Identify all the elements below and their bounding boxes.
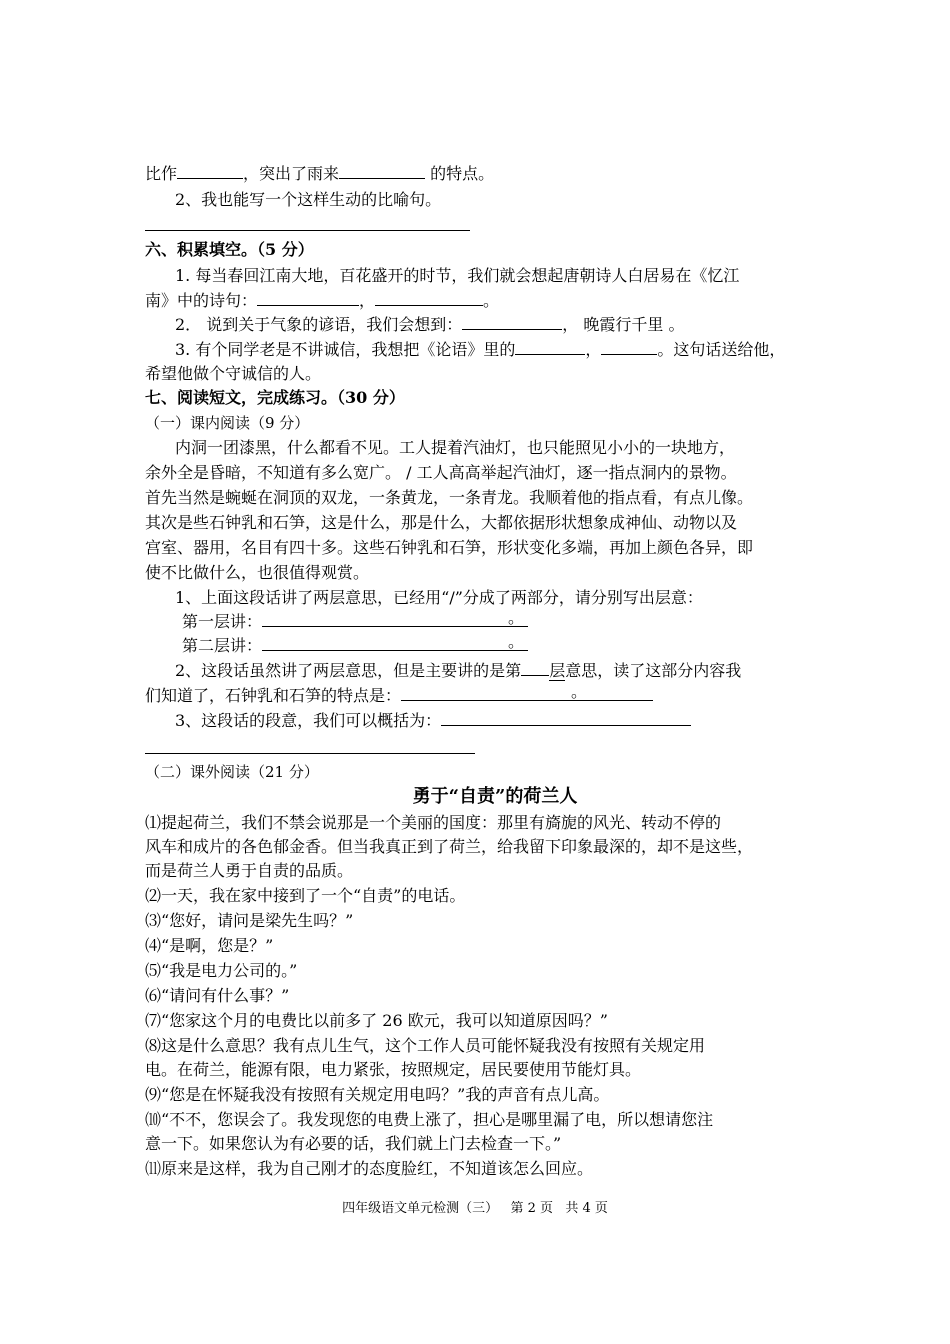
answer-blank[interactable] [375,289,483,306]
article-line: 意一下。如果您认为有必要的话，我们就上门去检查一下。” [145,1134,562,1153]
article-title: 勇于“自责”的荷兰人 [412,786,578,807]
article-line: ⑻这是什么意思？我有点儿生气，这个工作人员可能怀疑我没有按照有关规定用 [145,1036,706,1055]
article-line: ⑼“您是在怀疑我没有按照有关规定用电吗？”我的声音有点儿高。 [145,1085,610,1104]
article-line: 而是荷兰人勇于自责的品质。 [145,861,354,880]
fill-line-6: 2． 说到关于气象的谚语，我们会想到： ， 晚霞行千里 。 [175,315,685,334]
subsection-1-title: （一）课内阅读（9 分） [145,414,310,432]
article-line: ⑾原来是这样，我为自己刚才的态度脸红，不知道该怎么回应。 [145,1159,594,1178]
answer-blank[interactable] [601,338,657,355]
fill-line-q2b: 们知道了，石钟乳和石笋的特点是： 。 [145,684,845,708]
article-line: ⑶“您好，请问是梁先生吗？” [145,911,354,930]
article-line: ⑷“是啊，您是？” [145,936,274,955]
answer-line[interactable] [145,230,470,231]
fill-line-q1b: 第二层讲： 。 [182,634,845,658]
passage-line: 首先当然是蜿蜒在洞顶的双龙，一条黄龙，一条青龙。我顺着他的指点看，有点儿像。 [145,488,754,507]
question-text: 希望他做个守诚信的人。 [145,364,322,383]
answer-blank[interactable] [441,709,691,726]
question-text: 1、上面这段话讲了两层意思，已经用“/”分成了两部分，请分别写出层意： [175,588,703,607]
answer-blank[interactable] [462,313,562,330]
passage-line: 内洞一团漆黑，什么都看不见。工人提着汽油灯，也只能照见小小的一块地方， [175,438,736,457]
answer-blank[interactable]: 。 [262,634,528,651]
fill-line-5: 南》中的诗句： ， 。 [145,291,500,310]
subsection-2-title: （二）课外阅读（21 分） [145,763,319,781]
fill-line-7: 3. 有个同学老是不讲诚信，我想把《论语》里的 ， 。这句话送给他， [175,340,786,359]
answer-blank[interactable]: 。 [262,610,528,627]
passage-line: 余外全是昏暗，不知道有多么宽广。 / 工人高高举起汽油灯，逐一指点洞内的景物。 [145,463,737,482]
article-line: ⑹“请问有什么事？” [145,986,290,1005]
passage-line: 宫室、器用，名目有四十多。这些石钟乳和石笋，形状变化多端，再加上颜色各异，即 [145,538,754,557]
article-line: 电。在荷兰，能源有限，电力紧张，按照规定，居民要使用节能灯具。 [145,1060,642,1079]
article-line: ⑽“不不，您误会了。我发现您的电费上涨了，担心是哪里漏了电，所以想请您注 [145,1110,714,1129]
question-text: 1. 每当春回江南大地，百花盛开的时节，我们就会想起唐朝诗人白居易在《忆江 [175,266,740,285]
fill-line-1: 比作 ，突出了雨来 的特点。 [145,164,495,183]
fill-line-q1a: 第一层讲： 。 [182,610,845,634]
section-6-title: 六、积累填空。（5 分） [145,240,314,259]
article-line: ⑴提起荷兰，我们不禁会说那是一个美丽的国度：那里有旖旎的风光、转动不停的 [145,813,722,832]
answer-blank[interactable] [257,289,359,306]
fill-line-q2: 2、这段话虽然讲了两层意思，但是主要讲的是第 层意思，读了这部分内容我 [175,661,742,680]
article-line: ⑸“我是电力公司的。” [145,961,298,980]
article-line: 风车和成片的各色郁金香。但当我真正到了荷兰，给我留下印象最深的，却不是这些， [145,837,754,856]
answer-blank[interactable] [521,659,549,676]
answer-blank[interactable] [515,338,585,355]
answer-blank[interactable] [177,162,243,179]
answer-line[interactable] [145,753,475,754]
page-footer: 四年级语文单元检测（三） 第 2 页 共 4 页 [342,1201,608,1216]
answer-blank[interactable]: 。 [401,684,653,701]
article-line: ⑵一天，我在家中接到了一个“自责”的电话。 [145,886,466,905]
answer-blank[interactable] [339,162,425,179]
section-7-title: 七、阅读短文，完成练习。（30 分） [145,388,405,407]
article-line: ⑺“您家这个月的电费比以前多了 26 欧元，我可以知道原因吗？” [145,1011,608,1030]
passage-line: 使不比做什么，也很值得观赏。 [145,563,370,582]
passage-line: 其次是些石钟乳和石笋，这是什么，那是什么，大都依据形状想象成神仙、动物以及 [145,513,738,532]
question-text: 2、我也能写一个这样生动的比喻句。 [175,190,442,209]
fill-line-q3: 3、这段话的段意，我们可以概括为： [175,709,845,733]
